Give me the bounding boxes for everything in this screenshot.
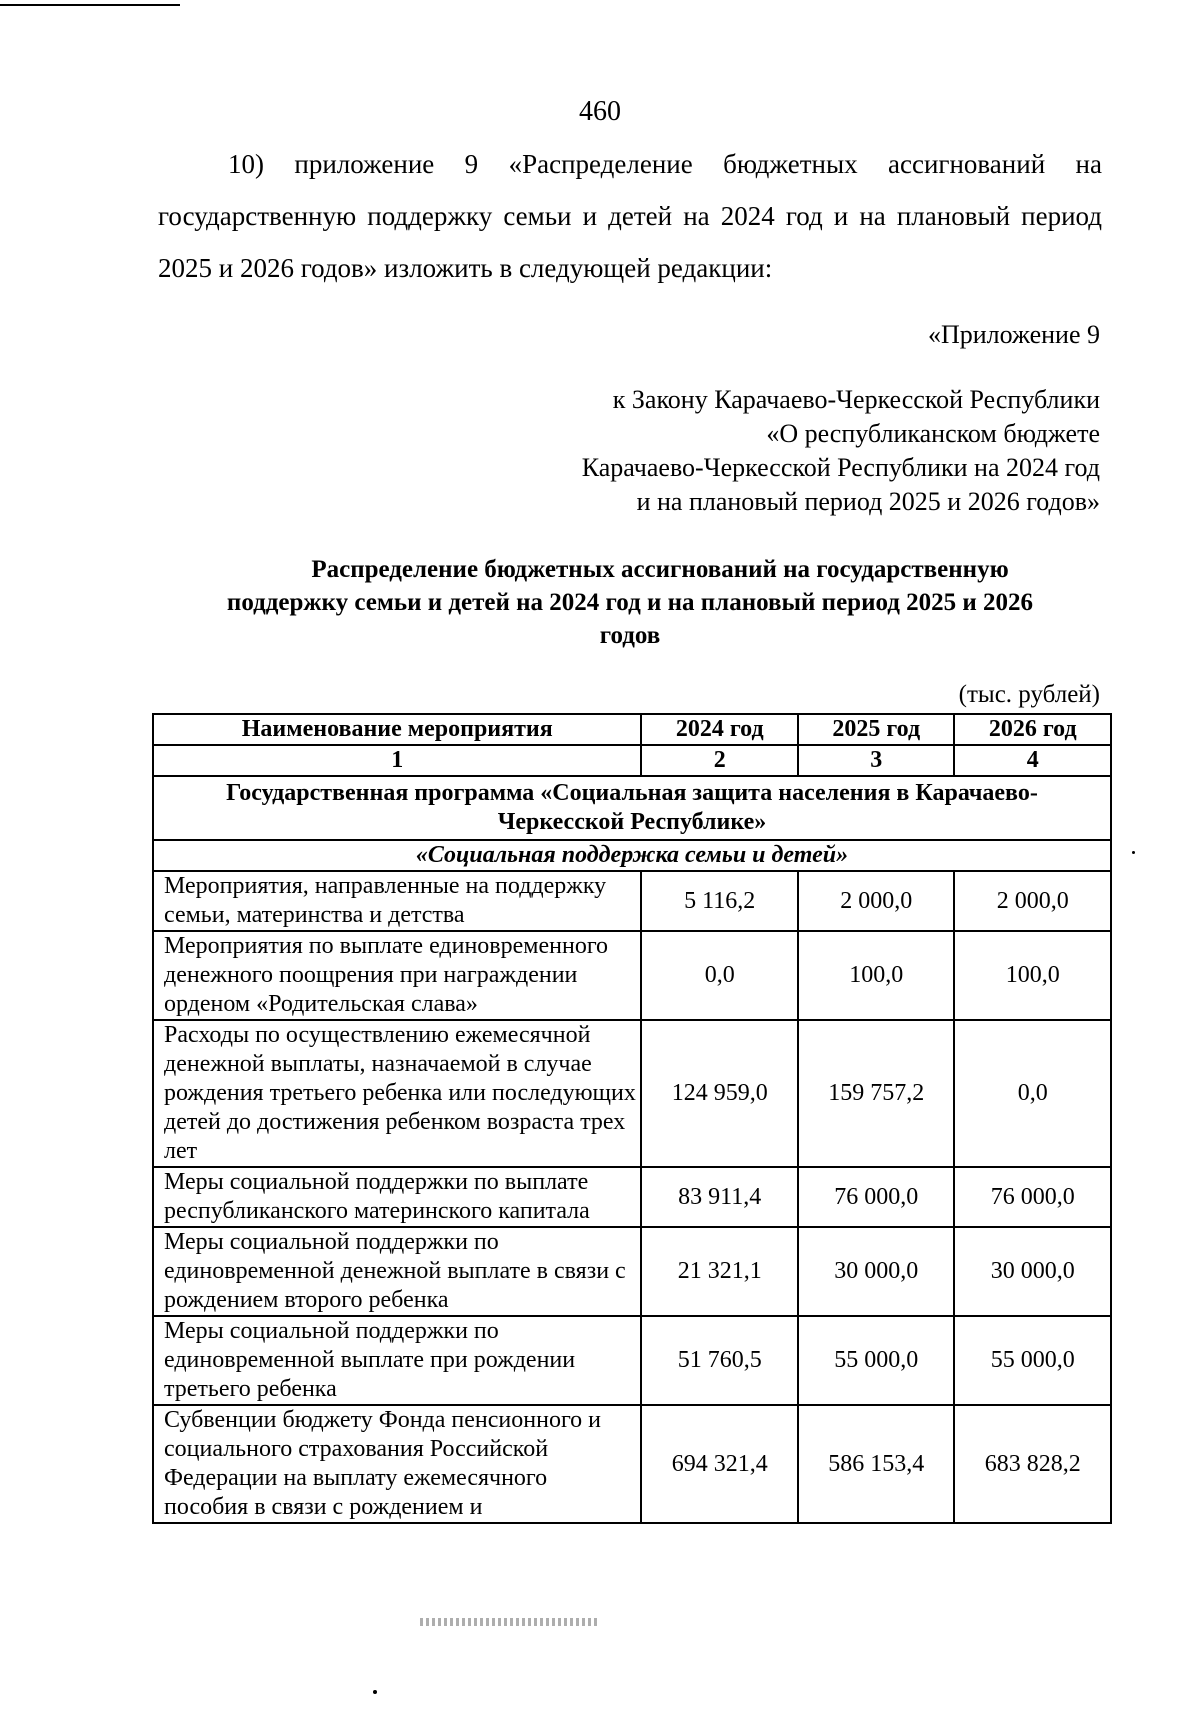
header-2025: 2025 год [798, 714, 955, 745]
law-reference-line: к Закону Карачаево-Черкесской Республики [612, 385, 1100, 414]
program-title: Государственная программа «Социальная защита населения в Карачаево-Черкесской Республике» [153, 776, 1111, 840]
units-label: (тыс. рублей) [958, 681, 1100, 708]
document-title [160, 553, 1100, 652]
subprogram-title: «Социальная поддержка семьи и детей» [153, 840, 1111, 871]
column-number: 1 [153, 745, 641, 776]
scan-artifact [420, 1618, 600, 1626]
row-value-2026: 0,0 [954, 1020, 1111, 1167]
header-name: Наименование мероприятия [153, 714, 641, 745]
law-reference-line: Карачаево-Черкесской Республики на 2024 год [581, 453, 1100, 482]
row-value-2025: 100,0 [798, 931, 955, 1020]
row-name: Мероприятия, направленные на поддержку семьи, материнства и детства [153, 871, 641, 931]
column-number-row [153, 745, 1111, 776]
row-value-2024: 51 760,5 [641, 1316, 798, 1405]
row-value-2026: 683 828,2 [954, 1405, 1111, 1523]
row-value-2024: 694 321,4 [641, 1405, 798, 1523]
appendix-label: «Приложение 9 [927, 320, 1100, 349]
column-number: 2 [641, 745, 798, 776]
intro-text: 10) приложение 9 «Распределение бюджетных ассигнований на государственную поддержку семьи и детей на 2024 год и на плановый период 2025 и 2026 годов» изложить в следующей редакции: [158, 149, 1102, 283]
header-2026: 2026 год [954, 714, 1111, 745]
program-row [153, 776, 1111, 840]
table-row [153, 1167, 1111, 1227]
table-row [153, 871, 1111, 931]
row-value-2024: 0,0 [641, 931, 798, 1020]
table-row [153, 1227, 1111, 1316]
row-name: Субвенции бюджету Фонда пенсионного и социального страхования Российской Федерации на выплату ежемесячного пособия в связи с рождением и [153, 1405, 641, 1523]
table-header-row [153, 714, 1111, 745]
row-value-2026: 100,0 [954, 931, 1111, 1020]
column-number: 4 [954, 745, 1111, 776]
row-name: Меры социальной поддержки по единовременной денежной выплате в связи с рождением второго ребенка [153, 1227, 641, 1316]
intro-paragraph [158, 138, 1102, 294]
table-row [153, 1020, 1111, 1167]
subprogram-row [153, 840, 1111, 871]
row-value-2025: 30 000,0 [798, 1227, 955, 1316]
row-name: Меры социальной поддержки по выплате республиканского материнского капитала [153, 1167, 641, 1227]
row-value-2025: 586 153,4 [798, 1405, 955, 1523]
row-value-2025: 76 000,0 [798, 1167, 955, 1227]
scan-speck [1132, 851, 1135, 854]
title-line: годов [599, 622, 661, 649]
law-reference [582, 383, 1100, 519]
budget-table [152, 713, 1112, 1524]
row-value-2026: 76 000,0 [954, 1167, 1111, 1227]
title-line: поддержку семьи и детей на 2024 год и на плановый период 2025 и 2026 [226, 589, 1034, 616]
row-value-2024: 21 321,1 [641, 1227, 798, 1316]
law-reference-line: «О республиканском бюджете [766, 419, 1100, 448]
row-value-2024: 83 911,4 [641, 1167, 798, 1227]
title-line: Распределение бюджетных ассигнований на государственную [311, 556, 1009, 583]
scan-speck [373, 1690, 377, 1694]
row-value-2026: 2 000,0 [954, 871, 1111, 931]
row-value-2025: 55 000,0 [798, 1316, 955, 1405]
row-value-2026: 30 000,0 [954, 1227, 1111, 1316]
law-reference-line: и на плановый период 2025 и 2026 годов» [636, 487, 1100, 516]
row-value-2025: 159 757,2 [798, 1020, 955, 1167]
header-2024: 2024 год [641, 714, 798, 745]
row-value-2026: 55 000,0 [954, 1316, 1111, 1405]
column-number: 3 [798, 745, 955, 776]
row-name: Мероприятия по выплате единовременного денежного поощрения при награждении орденом «Родительская слава» [153, 931, 641, 1020]
row-name: Расходы по осуществлению ежемесячной денежной выплаты, назначаемой в случае рождения третьего ребенка или последующих детей до достижения ребенком возраста трех лет [153, 1020, 641, 1167]
table-row [153, 931, 1111, 1020]
row-value-2024: 5 116,2 [641, 871, 798, 931]
scan-edge-line [0, 4, 180, 6]
row-name: Меры социальной поддержки по единовременной выплате при рождении третьего ребенка [153, 1316, 641, 1405]
table-row [153, 1405, 1111, 1523]
page-number: 460 [579, 96, 621, 127]
row-value-2025: 2 000,0 [798, 871, 955, 931]
row-value-2024: 124 959,0 [641, 1020, 798, 1167]
table-row [153, 1316, 1111, 1405]
